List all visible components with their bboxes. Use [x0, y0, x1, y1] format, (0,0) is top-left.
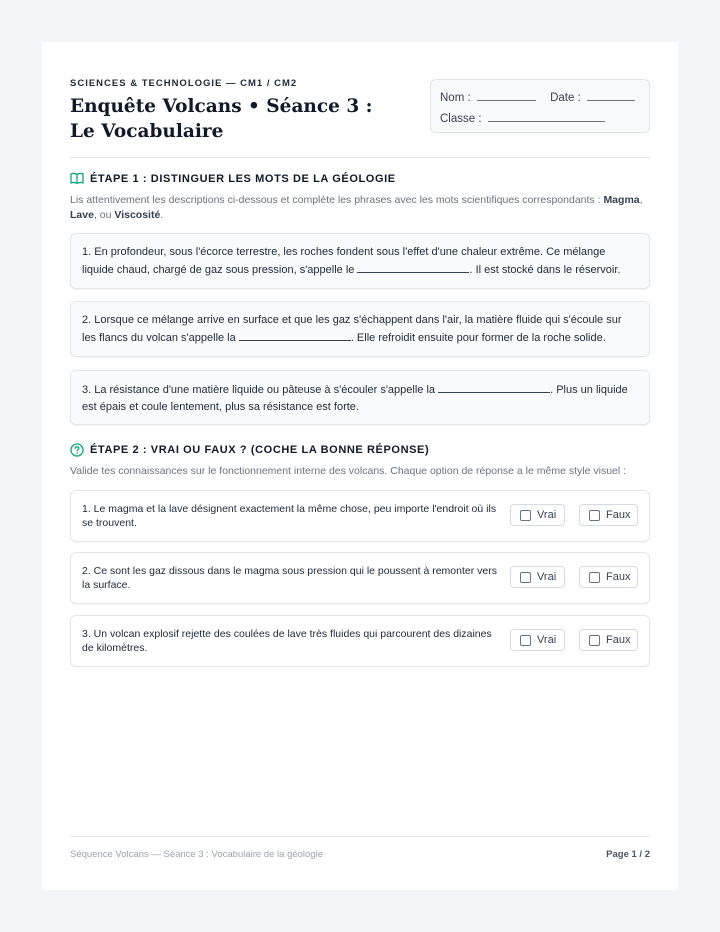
step1-instructions: [70, 193, 650, 223]
id-row-name-date: [440, 89, 640, 110]
faux-option-2[interactable]: [579, 566, 638, 588]
date-label: Date :: [550, 92, 581, 104]
page-title: Enquête Volcans • Séance 3 : Le Vocabulaire: [70, 96, 373, 142]
classe-blank[interactable]: [488, 110, 605, 122]
id-row-class: [440, 110, 640, 131]
checkbox-icon[interactable]: [589, 635, 600, 646]
step2-title-text: ÉTAPE 2 : VRAI OU FAUX ? (COCHE LA BONNE RÉPONSE): [90, 444, 430, 456]
nom-label: Nom :: [440, 92, 471, 104]
classe-label: Classe :: [440, 113, 482, 125]
step1-instr-text: Lis attentivement les descriptions ci-dessous et complète les phrases avec les mots scientifiques correspondants :: [70, 194, 604, 206]
footer-divider: [70, 836, 650, 837]
checkbox-icon[interactable]: [520, 635, 531, 646]
fill-text-2b: . Elle refroidit ensuite pour former de la roche solide.: [350, 331, 606, 344]
fill-text-3b: . Plus un liquide est épais et coule lentement, plus sa résistance est forte.: [82, 384, 628, 413]
fill-card-1: [70, 233, 650, 289]
fill-blank-2[interactable]: [239, 329, 351, 341]
step2-title: [70, 443, 429, 457]
vrai-label: Vrai: [537, 509, 557, 521]
step2-instructions: Valide tes connaissances sur le fonctionnement interne des volcans. Chaque option de réponse a le même style visuel :: [70, 465, 627, 477]
date-blank[interactable]: [587, 89, 635, 101]
faux-label: Faux: [606, 634, 631, 646]
faux-label: Faux: [606, 509, 631, 521]
fill-card-3: [70, 370, 650, 425]
instr-sep2: , ou: [93, 209, 115, 221]
open-book-icon: [70, 172, 84, 185]
fill-text-3a: 3. La résistance d'une matière liquide ou pâteuse à s'écouler s'appelle la: [82, 384, 439, 396]
vrai-option-1[interactable]: [510, 504, 565, 526]
tf-question-2: [70, 552, 650, 604]
checkbox-icon[interactable]: [589, 510, 600, 521]
vrai-option-2[interactable]: [510, 566, 565, 588]
vrai-option-3[interactable]: [510, 629, 565, 651]
checkbox-icon[interactable]: [589, 572, 600, 583]
footer-sequence: Séquence Volcans — Séance 3 : Vocabulaire de la géologie: [70, 849, 323, 860]
step1-title: [70, 172, 396, 185]
footer-page-number: Page 1 / 2: [606, 849, 650, 860]
question-circle-icon: [70, 443, 84, 457]
fill-text-1b: . Il est stocké dans le réservoir.: [469, 263, 621, 276]
nom-blank[interactable]: [477, 89, 536, 101]
checkbox-icon[interactable]: [520, 510, 531, 521]
fill-text-2a: 2. Lorsque ce mélange arrive en surface et que les gaz s'échappent dans l'air, la matière fluide qui s'écoule sur les flancs du volcan s'appelle la: [82, 314, 622, 344]
word-magma: Magma: [603, 194, 640, 206]
tf-question-3: [70, 615, 650, 667]
instr-sep1: ,: [639, 194, 643, 206]
fill-card-2: [70, 301, 650, 357]
checkbox-icon[interactable]: [520, 572, 531, 583]
faux-label: Faux: [606, 571, 631, 583]
fill-blank-3[interactable]: [438, 381, 550, 393]
subject-kicker: SCIENCES & TECHNOLOGIE — CM1 / CM2: [70, 78, 298, 89]
tf-question-text: 3. Un volcan explosif rejette des coulées de lave très fluides qui parcourent des dizaines de kilomètres.: [82, 628, 492, 654]
faux-option-3[interactable]: [579, 629, 638, 651]
tf-question-text: 1. Le magma et la lave désignent exactement la même chose, peu importe l'endroit où ils se trouvent.: [82, 503, 497, 529]
step1-title-text: ÉTAPE 1 : DISTINGUER LES MOTS DE LA GÉOLOGIE: [90, 172, 396, 185]
vrai-label: Vrai: [537, 571, 557, 583]
header-divider: [70, 157, 650, 158]
fill-blank-1[interactable]: [357, 261, 469, 273]
vrai-label: Vrai: [537, 634, 557, 646]
tf-question-text: 2. Ce sont les gaz dissous dans le magma sous pression qui le poussent à remonter vers la surface.: [82, 565, 497, 591]
faux-option-1[interactable]: [579, 504, 638, 526]
student-id-box: [430, 79, 650, 133]
word-viscosite: Viscosité: [114, 209, 161, 221]
fill-text-1a: 1. En profondeur, sous l'écorce terrestre, les roches fondent sous l'effet d'une chaleur extrême. Ce mélange liquide chaud, chargé de gaz sous pression, s'appelle le: [82, 246, 606, 276]
instr-end: .: [160, 209, 164, 221]
word-lave: Lave: [70, 209, 94, 221]
worksheet-header: [70, 42, 650, 158]
tf-question-1: [70, 490, 650, 542]
